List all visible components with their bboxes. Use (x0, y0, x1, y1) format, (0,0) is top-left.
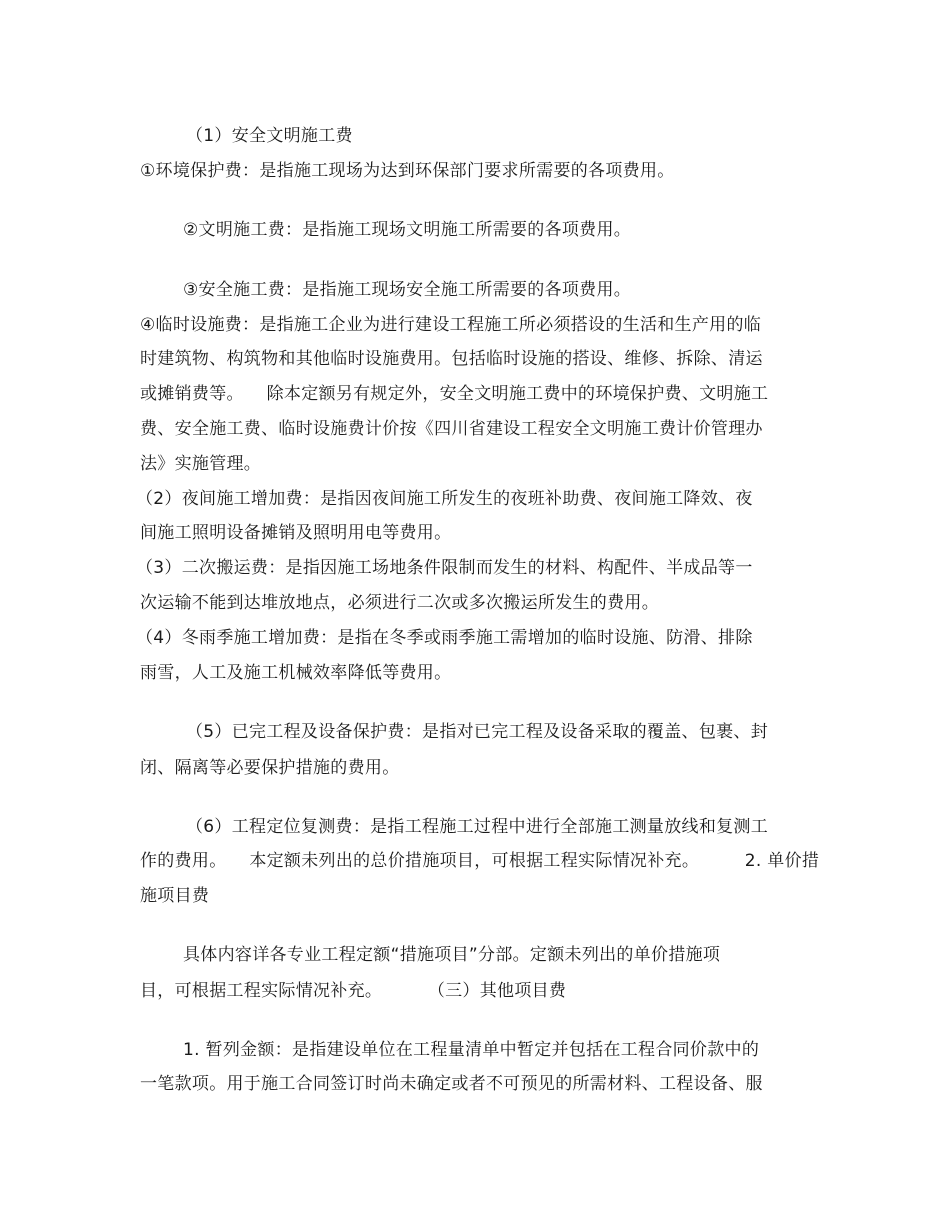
paragraph-line: ①环境保护费：是指施工现场为达到环保部门要求所需要的各项费用。 (140, 161, 675, 181)
paragraph-line: ②文明施工费：是指施工现场文明施工所需要的各项费用。 (183, 220, 632, 240)
paragraph-line: 或摊销费等。 除本定额另有规定外，安全文明施工费中的环境保护费、文明施工 (140, 384, 769, 404)
paragraph-line: （3）二次搬运费：是指因施工场地条件限制而发生的材料、构配件、半成品等一 (136, 558, 753, 578)
paragraph-line: 雨雪，人工及施工机械效率降低等费用。 (140, 663, 452, 683)
paragraph-line: （6）工程定位复测费：是指工程施工过程中进行全部施工测量放线和复测工 (186, 817, 769, 837)
paragraph-line: ③安全施工费：是指施工现场安全施工所需要的各项费用。 (183, 280, 632, 300)
paragraph-line: 作的费用。 本定额未列出的总价措施项目，可根据工程实际情况补充。 2. 单价措 (140, 851, 820, 871)
heading-safety-civilization-fee: （1）安全文明施工费 (186, 126, 353, 146)
paragraph-line: 1. 暂列金额：是指建设单位在工程量清单中暂定并包括在工程合同价款中的 (183, 1040, 760, 1060)
paragraph-line: 法》实施管理。 (140, 454, 262, 474)
paragraph-line: （4）冬雨季施工增加费：是指在冬季或雨季施工需增加的临时设施、防滑、排除 (136, 628, 753, 648)
paragraph-line: 费、安全施工费、临时设施费计价按《四川省建设工程安全文明施工费计价管理办 (140, 419, 763, 439)
paragraph-line: 具体内容详各专业工程定额“措施项目”分部。定额未列出的单价措施项 (183, 945, 721, 965)
paragraph-line: 目，可根据工程实际情况补充。 （三）其他项目费 (140, 981, 567, 1001)
paragraph-line: 一笔款项。用于施工合同签订时尚未确定或者不可预见的所需材料、工程设备、服 (140, 1074, 763, 1094)
paragraph-line: 间施工照明设备摊销及照明用电等费用。 (140, 523, 452, 543)
paragraph-line: 施项目费 (140, 886, 210, 906)
paragraph-line: ④临时设施费：是指施工企业为进行建设工程施工所必须搭设的生活和生产用的临 (140, 315, 762, 335)
paragraph-line: （5）已完工程及设备保护费：是指对已完工程及设备采取的覆盖、包裹、封 (186, 722, 769, 742)
paragraph-line: 闭、隔离等必要保护措施的费用。 (140, 758, 400, 778)
paragraph-line: 次运输不能到达堆放地点，必须进行二次或多次搬运所发生的费用。 (140, 593, 659, 613)
paragraph-line: （2）夜间施工增加费：是指因夜间施工所发生的夜班补助费、夜间施工降效、夜 (136, 489, 753, 509)
paragraph-line: 时建筑物、构筑物和其他临时设施费用。包括临时设施的搭设、维修、拆除、清运 (140, 349, 763, 369)
